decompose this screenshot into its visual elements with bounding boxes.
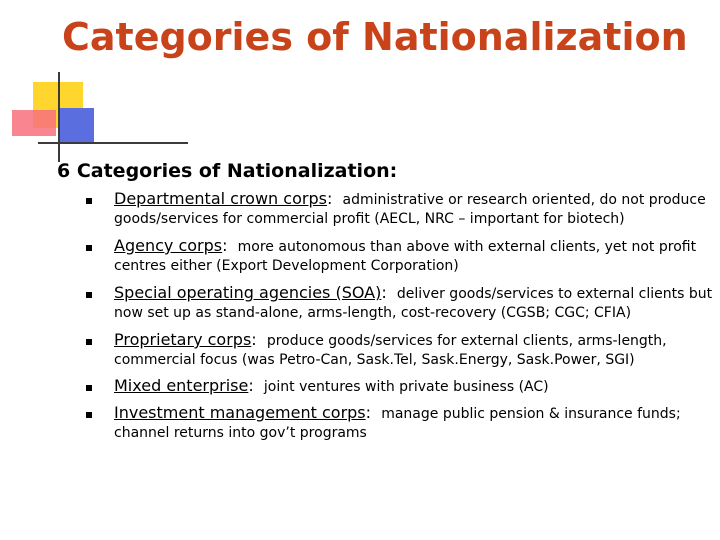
category-list [86, 190, 714, 442]
list-item: Departmental crown corps: administrative or research oriented, do not produce goods/services for commercial profit (AECL, NRC – important for biotech) [86, 190, 714, 228]
list-item: Investment management corps: manage public pension & insurance funds; channel returns into gov’t programs [86, 404, 714, 442]
item-description: produce goods/services for external clients, arms-length, commercial focus (was Petro-Can, Sask.Tel, Sask.Energy, Sask.Power, SGI) [114, 333, 667, 368]
item-term: Investment management corps [114, 403, 366, 422]
slide-title: Categories of Nationalization [62, 15, 688, 59]
item-term: Special operating agencies (SOA) [114, 283, 382, 302]
item-description: deliver goods/services to external clients but now set up as stand-alone, arms-length, cost-recovery (CGSB; CGC; CFIA) [114, 286, 713, 321]
item-term: Departmental crown corps [114, 189, 327, 208]
decor-vertical-line [58, 72, 60, 162]
square-bullet-icon [86, 412, 92, 418]
decor-blue-square [58, 108, 94, 142]
item-description: more autonomous than above with external clients, yet not profit centres either (Export Development Corporation) [114, 239, 697, 274]
square-bullet-icon [86, 339, 92, 345]
square-bullet-icon [86, 245, 92, 251]
item-term: Agency corps [114, 236, 223, 255]
item-term: Proprietary corps [114, 330, 252, 349]
list-item: Special operating agencies (SOA): deliver goods/services to external clients but now set up as stand-alone, arms-length, cost-recovery (CGSB; CGC; CFIA) [86, 284, 714, 322]
slide-subtitle: 6 Categories of Nationalization: [57, 160, 398, 182]
decor-horizontal-line [38, 142, 188, 144]
square-bullet-icon [86, 198, 92, 204]
list-item: Mixed enterprise: joint ventures with private business (AC) [86, 377, 714, 396]
square-bullet-icon [86, 292, 92, 298]
item-description: administrative or research oriented, do not produce goods/services for commercial profit (AECL, NRC – important for biotech) [114, 192, 706, 227]
decor-red-square [12, 110, 56, 136]
item-term: Mixed enterprise [114, 376, 249, 395]
list-item: Agency corps: more autonomous than above with external clients, yet not profit centres either (Export Development Corporation) [86, 237, 714, 275]
list-item: Proprietary corps: produce goods/services for external clients, arms-length, commercial focus (was Petro-Can, Sask.Tel, Sask.Energy, Sask.Power, SGI) [86, 331, 714, 369]
square-bullet-icon [86, 385, 92, 391]
item-description: manage public pension & insurance funds; channel returns into gov’t programs [114, 406, 681, 441]
item-description: joint ventures with private business (AC) [263, 379, 549, 395]
